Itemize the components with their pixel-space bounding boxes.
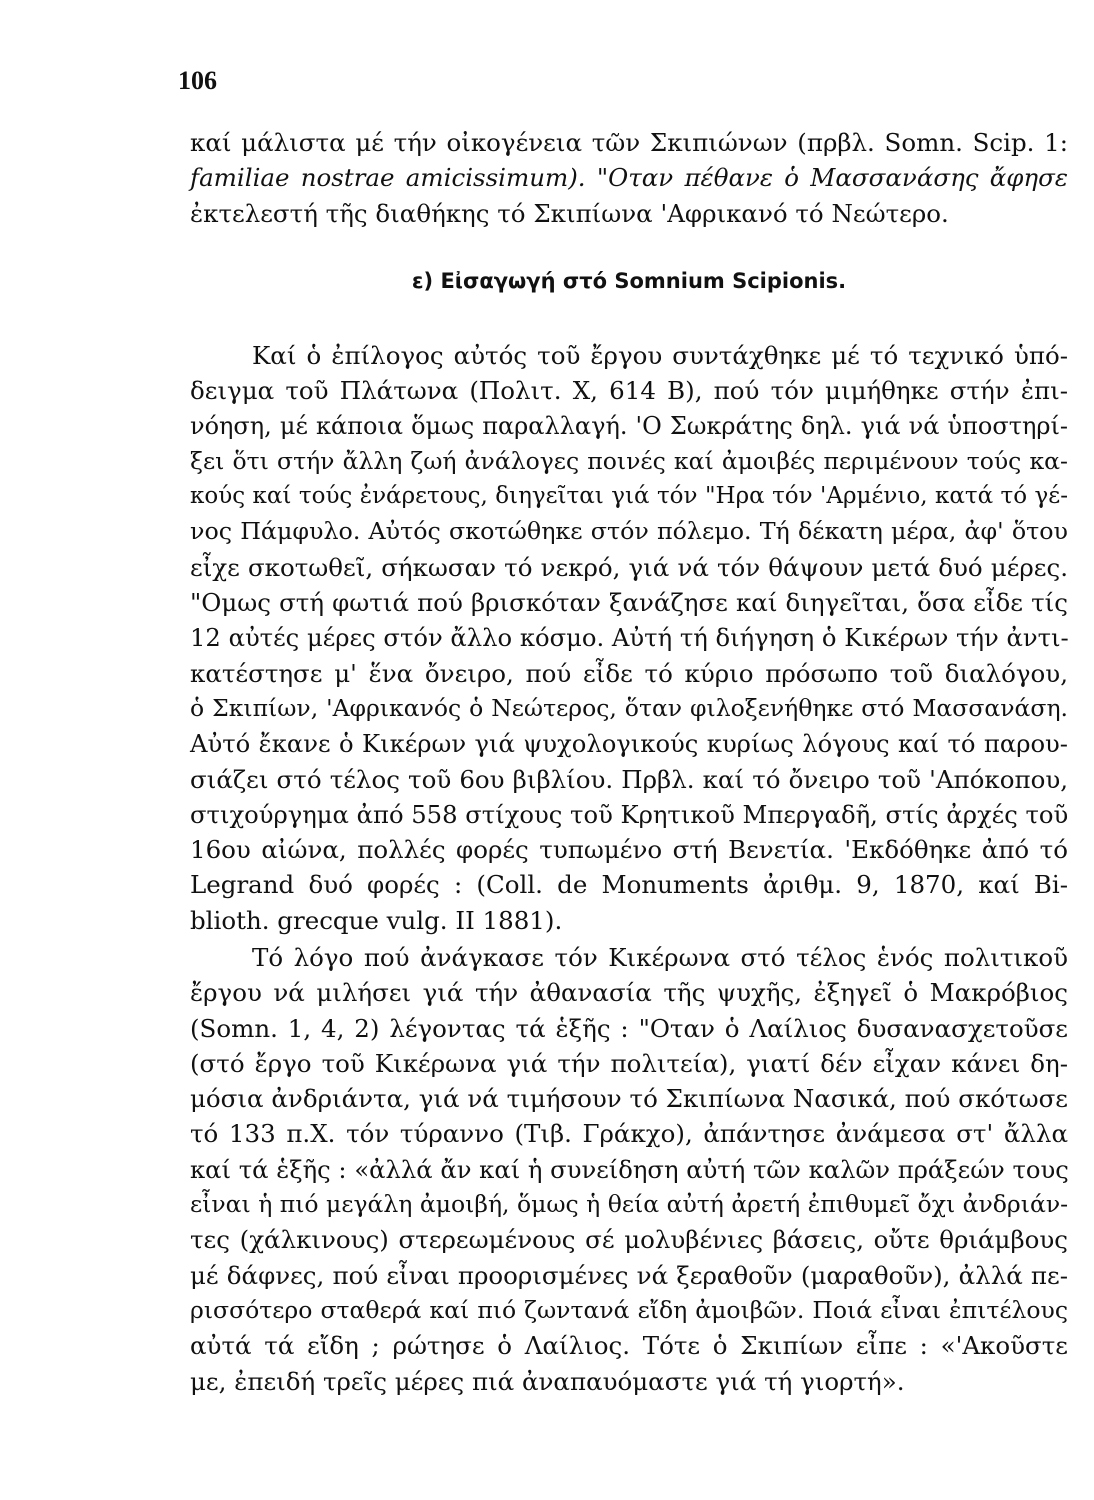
text-line: ὁ Σκιπίων, 'Αφρικανός ὁ Νεώτερος, ὅταν φιλοξενήθηκε στό Μασσανάση. (190, 693, 1068, 722)
text-line: αὐτά τά εἴδη ; ρώτησε ὁ Λαίλιος. Τότε ὁ Σκιπίων εἶπε : «'Ακοῦστε (190, 1331, 1068, 1361)
text-line: ρισσότερο σταθερά καί πιό ζωντανά εἴδη ἀμοιβῶν. Ποιά εἶναι ἐπιτέλους (190, 1295, 1068, 1324)
text-line: εἶναι ἡ πιό μεγάλη ἀμοιβή, ὅμως ἡ θεία αὐτή ἀρετή ἐπιθυμεῖ ὄχι ἀνδριάν- (190, 1190, 1069, 1219)
paragraph-somnium (190, 338, 1068, 938)
text-line: εἶχε σκοτωθεῖ, σήκωσαν τό νεκρό, γιά νά τόν θάψουν μετά δυό μέρες. (190, 552, 1068, 582)
text-line: Καί ὁ ἐπίλογος αὐτός τοῦ ἔργου συντάχθηκε μέ τό τεχνικό ὑπό- (252, 341, 1068, 370)
text-line: "Ομως στή φωτιά πού βρισκόταν ξανάζησε καί διηγεῖται, ὅσα εἶδε τίς (190, 588, 1068, 618)
text-line: καί μάλιστα μέ τήν οἰκογένεια τῶν Σκιπιώνων (πρβλ. Somn. Scip. 1: (190, 128, 1068, 157)
text-line: ἐκτελεστή τῆς διαθήκης τό Σκιπίωνα 'Αφρικανό τό Νεώτερο. (190, 198, 949, 228)
text-line: κατέστησε μ' ἕνα ὄνειρο, πού εἶδε τό κύριο πρόσωπο τοῦ διαλόγου, (190, 658, 1068, 688)
paragraph-intro (190, 125, 1068, 231)
text-line: 12 αὐτές μέρες στόν ἄλλο κόσμο. Αὐτή τή διήγηση ὁ Κικέρων τήν ἀντι- (190, 623, 1069, 653)
text-line: (στό ἔργο τοῦ Κικέρωνα γιά τήν πολιτεία), γιατί δέν εἶχαν κάνει δη- (190, 1048, 1068, 1078)
text-line: Αὐτό ἔκανε ὁ Κικέρων γιά ψυχολογικούς κυρίως λόγους καί τό παρου- (190, 729, 1068, 759)
text-line: τες (χάλκινους) στερεωμένους σέ μολυβένιες βάσεις, οὔτε θριάμβους (190, 1225, 1068, 1255)
text-line: στιχούργημα ἀπό 558 στίχους τοῦ Κρητικοῦ Μπεργαδῆ, στίς ἀρχές τοῦ (190, 799, 1069, 829)
text-line: μέ δάφνες, πού εἶναι προορισμένες νά ξεραθοῦν (μαραθοῦν), ἀλλά πε- (190, 1260, 1068, 1290)
text-line: ἔργου νά μιλήσει γιά τήν ἀθανασία τῆς ψυχῆς, ἐξηγεῖ ὁ Μακρόβιος (190, 978, 1068, 1008)
text-line: σιάζει στό τέλος τοῦ 6ου βιβλίου. Πρβλ. καί τό ὄνειρο τοῦ 'Απόκοπου, (190, 764, 1068, 794)
text-line: δειγμα τοῦ Πλάτωνα (Πολιτ. X, 614 B), πού τόν μιμήθηκε στήν ἐπι- (190, 376, 1068, 406)
text-line: νόηση, μέ κάποια ὅμως παραλλαγή. 'Ο Σωκράτης δηλ. γιά νά ὑποστηρί- (190, 411, 1068, 440)
text-line: Legrand δυό φορές : (Coll. de Monuments ἀριθμ. 9, 1870, καί Bi- (190, 870, 1068, 900)
text-line: Τό λόγο πού ἀνάγκασε τόν Κικέρωνα στό τέλος ἑνός πολιτικοῦ (252, 943, 1068, 972)
text-line: με, ἐπειδή τρεῖς μέρες πιά ἀναπαυόμαστε γιά τή γιορτή». (190, 1366, 905, 1396)
text-line: blioth. grecque vulg. II 1881). (190, 905, 563, 935)
text-line: familiae nostrae amicissimum). "Οταν πέθανε ὁ Μασσανάσης ἄφησε (190, 163, 1068, 193)
paragraph-macrobius (190, 940, 1068, 1399)
text-line: νος Πάμφυλο. Αὐτός σκοτώθηκε στόν πόλεμο. Τή δέκατη μέρα, ἀφ' ὅτου (190, 517, 1068, 546)
text-line: καί τά ἑξῆς : «ἀλλά ἄν καί ἡ συνείδηση αὐτή τῶν καλῶν πράξεών τους (190, 1154, 1069, 1184)
text-line: τό 133 π.Χ. τόν τύραννο (Τιβ. Γράκχο), ἀπάντησε ἀνάμεσα στ' ἄλλα (190, 1119, 1068, 1149)
text-line: μόσια ἀνδριάντα, γιά νά τιμήσουν τό Σκιπίωνα Νασικά, πού σκότωσε (190, 1084, 1068, 1114)
text-line: 16ου αἰώνα, πολλές φορές τυπωμένο στή Βενετία. 'Εκδόθηκε ἀπό τό (190, 835, 1068, 865)
text-line: κούς καί τούς ἐνάρετους, διηγεῖται γιά τόν "Ηρα τόν 'Αρμένιο, κατά τό γέ- (190, 483, 1068, 510)
section-heading: ε) Εἰσαγωγή στό Somnium Scipionis. (411, 269, 847, 293)
text-line: (Somn. 1, 4, 2) λέγοντας τά ἑξῆς : "Οταν ὁ Λαίλιος δυσανασχετοῦσε (190, 1013, 1068, 1043)
page-number: 106 (178, 66, 217, 95)
text-line: ξει ὅτι στήν ἄλλη ζωή ἀνάλογες ποινές καί ἀμοιβές περιμένουν τούς κα- (190, 446, 1068, 475)
